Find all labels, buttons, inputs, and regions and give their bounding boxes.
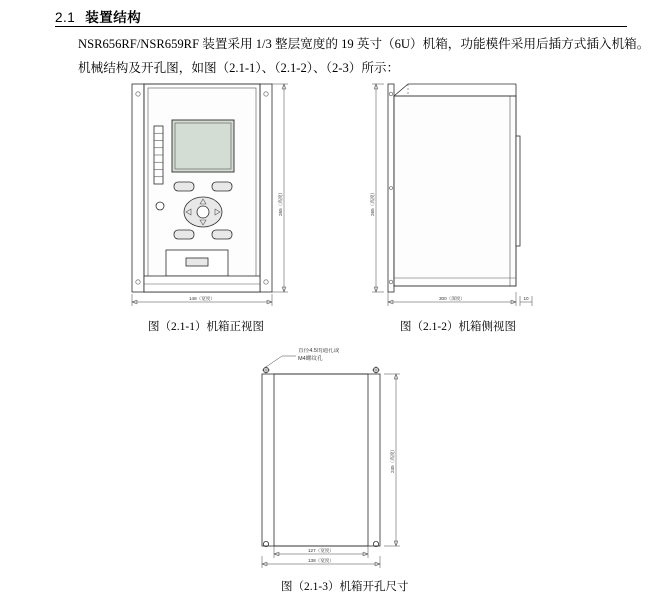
caption-front-view: 图（2.1-1）机箱正视图	[148, 321, 264, 333]
drilling-note-line-1: 直径4.5的通孔或	[298, 348, 340, 354]
drilling-inner-width-dim: 127（宽度）	[307, 548, 335, 553]
figure-drilling-view	[236, 348, 436, 570]
heading-divider	[55, 26, 627, 27]
section-number: 2.1	[55, 10, 76, 25]
side-view-detail-dim: 10	[523, 296, 529, 301]
drilling-outer-width-dim: 138（宽度）	[307, 558, 335, 563]
side-view-height-dim: 265（高度）	[370, 189, 375, 217]
section-title: 装置结构	[85, 10, 142, 25]
figure-front-view	[110, 78, 310, 310]
drilling-note-line-2: M4螺纹孔	[298, 356, 323, 362]
side-view-depth-dim: 300（深度）	[438, 296, 466, 301]
front-view-height-dim: 265（高度）	[278, 189, 283, 217]
front-view-width-dim: 148（宽度）	[188, 296, 216, 301]
figure-side-view	[370, 78, 560, 310]
caption-drilling-view: 图（2.1-3）机箱开孔尺寸	[281, 581, 409, 593]
drilling-height-dim: 245（高度）	[390, 446, 395, 474]
caption-side-view: 图（2.1-2）机箱侧视图	[400, 321, 516, 333]
body-paragraph-1: NSR656RF/NSR659RF 装置采用 1/3 整层宽度的 19 英寸（6U）机箱，功能模件采用后插方式插入机箱。	[78, 37, 650, 51]
page-title	[55, 6, 141, 26]
body-paragraph-2: 机械结构及开孔图，如图（2.1-1）、（2.1-2）、（2-3）所示：	[78, 61, 400, 75]
